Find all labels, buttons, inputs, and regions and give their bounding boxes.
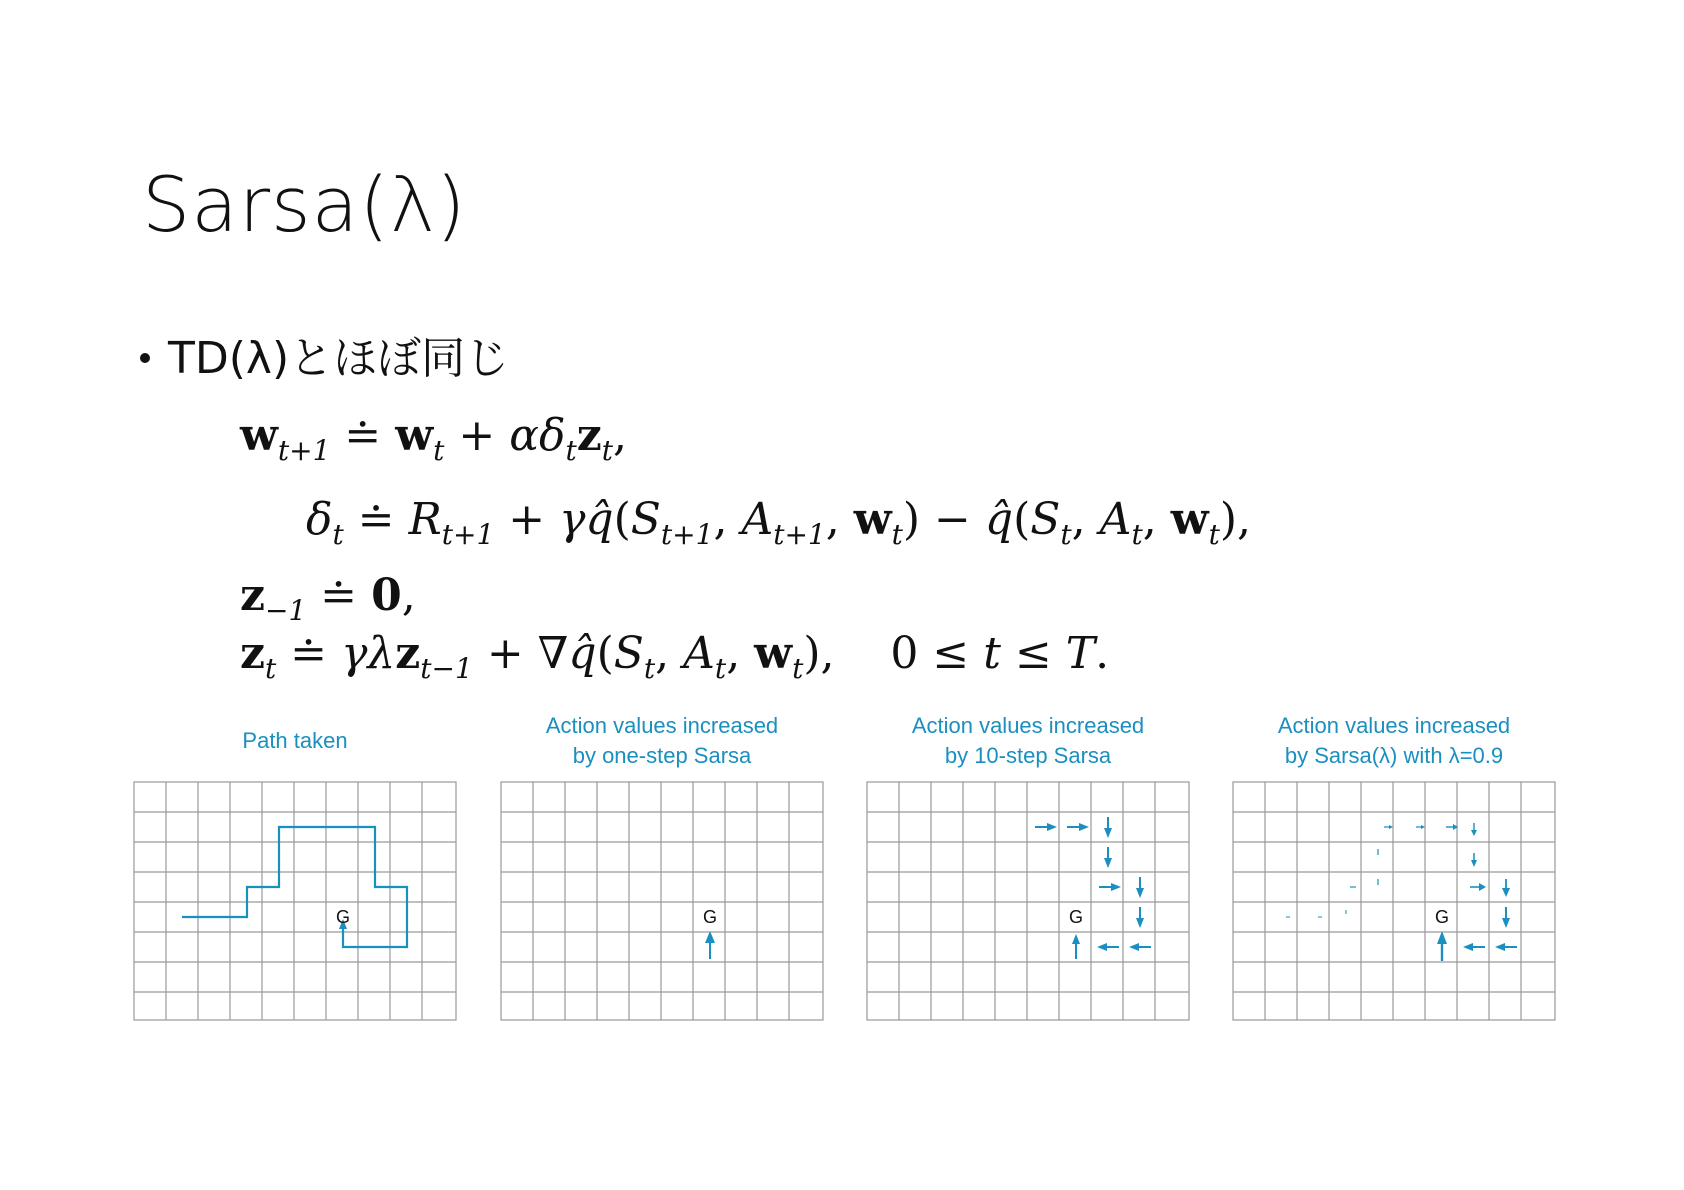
panel-caption-path: [133, 710, 457, 772]
arrow-left-icon: [1463, 943, 1485, 951]
arrow-down-icon: [1502, 879, 1510, 897]
goal-label: G: [702, 907, 718, 927]
arrow-up-icon: [1072, 934, 1080, 959]
arrow-right-icon: [1035, 823, 1057, 831]
caption-line: Action values increased: [911, 713, 1145, 738]
caption-line: by one-step Sarsa: [572, 743, 752, 768]
arrow-left-icon: [1097, 943, 1119, 951]
equation-td-error: $\delta_t$ ≐ $R_{t+1}$ + $\gamma q̂(S_{t+1}$, $A_{t+1}$, $w_t$) − $q̂(S_t$, $A_t$, $w_t$),: [306, 494, 1251, 551]
bullet-dot-icon: [140, 353, 150, 363]
arrow-right-icon: [1416, 825, 1425, 829]
arrow-down-icon: [1471, 853, 1477, 867]
arrow-left-icon: [1495, 943, 1517, 951]
arrow-right-icon: [1470, 883, 1486, 891]
arrow-right-icon: [1099, 883, 1121, 891]
arrow-right-icon: [1446, 824, 1458, 830]
arrow-down-icon: [1136, 907, 1144, 928]
gridworld-ten-step: [866, 781, 1190, 1021]
caption-line: Path taken: [242, 728, 348, 753]
arrow-down-icon: [1104, 817, 1112, 838]
slide-title: Sarsa(λ): [142, 160, 467, 249]
equation-trace-update: $z_t$ ≐ $\gamma\lambda z_{t-1} + \nabla q̂(S_t$, $A_t$, $w_t$), 0 ≤ t ≤ T.: [240, 628, 1110, 685]
arrow-up-icon: [1437, 931, 1447, 961]
arrow-down-icon: [1502, 907, 1510, 928]
grid-lines: [867, 782, 1189, 1020]
arrow-up-icon: [705, 931, 715, 959]
caption-line: by Sarsa(λ) with λ=0.9: [1284, 743, 1504, 768]
goal-label: G: [1068, 907, 1084, 927]
panel-caption-sarsa-lambda: [1232, 710, 1556, 772]
bullet-text: TD(λ)とほぼ同じ: [168, 333, 510, 384]
bullet-point: [140, 322, 509, 386]
panel-caption-one-step: [500, 710, 824, 772]
arrow-right-icon: [1384, 825, 1393, 829]
grid-lines: [501, 782, 823, 1020]
goal-label: G: [335, 907, 351, 927]
gridworld-sarsa-lambda: [1232, 781, 1556, 1021]
arrow-down-icon: [1136, 877, 1144, 898]
arrow-down-icon: [1104, 847, 1112, 868]
panel-caption-ten-step: [866, 710, 1190, 772]
caption-line: Action values increased: [545, 713, 779, 738]
equation-weight-update: $w_{t+1}$ ≐ $w_t + \alpha\delta_tz_t$,: [240, 410, 628, 467]
grid-lines: [1233, 782, 1555, 1020]
gridworld-one-step: [500, 781, 824, 1021]
equation-trace-init: $z_{-1}$ ≐ 0,: [240, 570, 416, 627]
arrow-down-icon: [1471, 823, 1477, 836]
gridworld-path-taken: [133, 781, 457, 1021]
goal-label: G: [1434, 907, 1450, 927]
caption-line: Action values increased: [1277, 713, 1511, 738]
caption-line: by 10-step Sarsa: [944, 743, 1112, 768]
arrow-right-icon: [1067, 823, 1089, 831]
arrow-left-icon: [1129, 943, 1151, 951]
